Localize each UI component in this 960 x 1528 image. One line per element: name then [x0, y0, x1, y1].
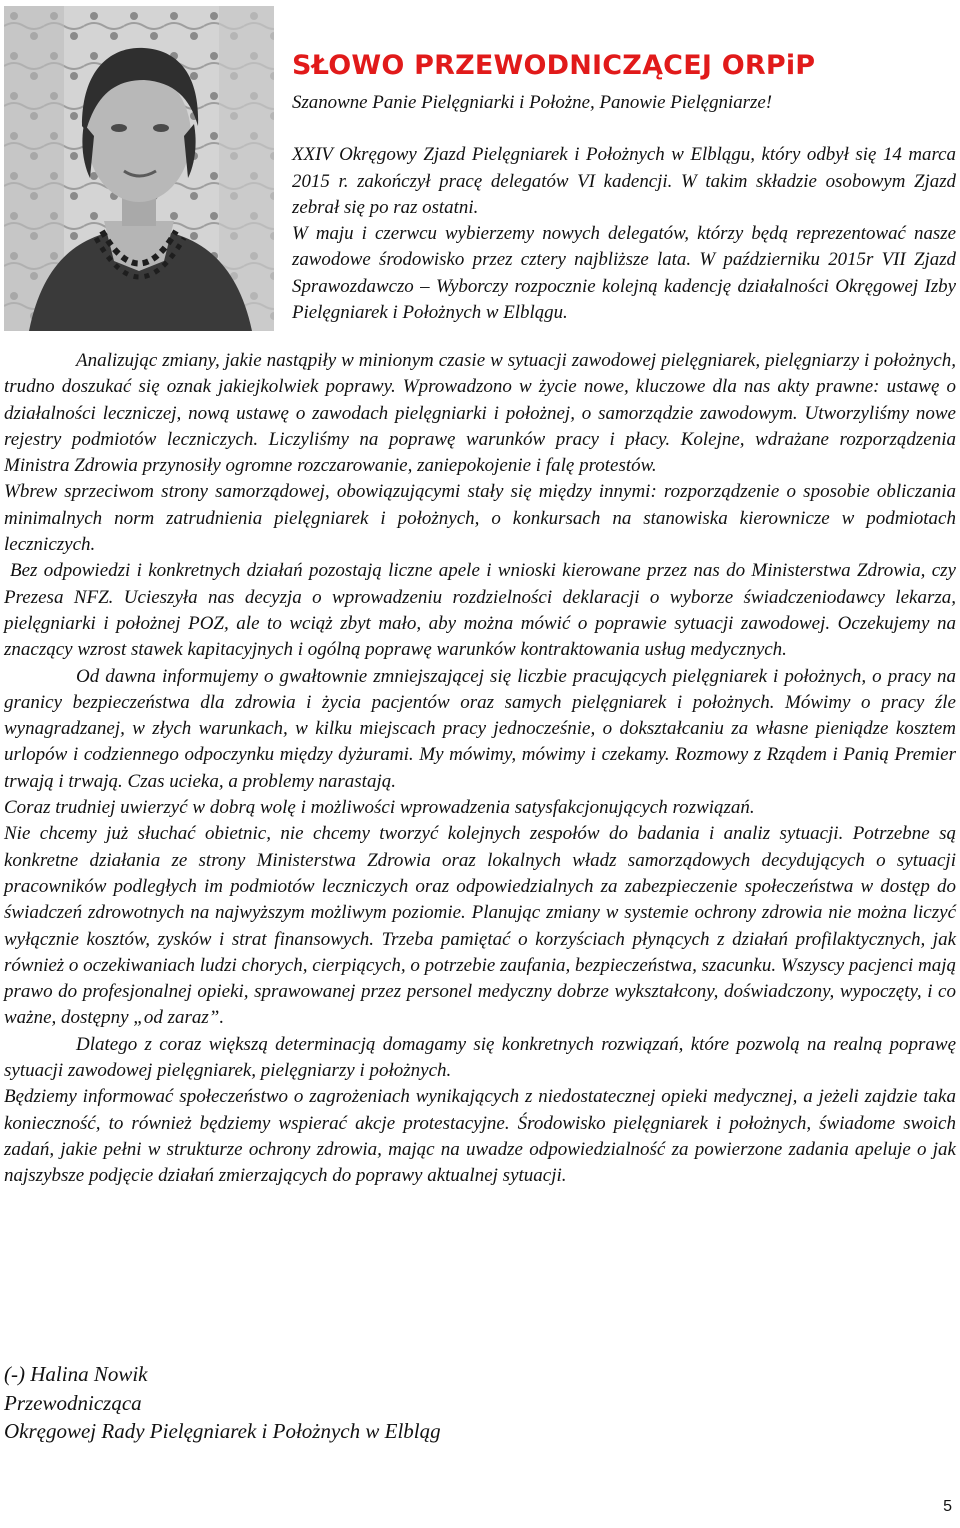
body-paragraph: Od dawna informujemy o gwałtownie zmniejszającej się liczbie pracujących pielęgniarek i położnych, o pracy na granicy bezpieczeństwa dla zdrowia i życia pacjentów oraz samych pielęgniarek i położnych. Mówimy o pracy źle wynagradzanej, w złych warunkach, w kilku miejscach pracy jednocześnie, o dokształcaniu za własne pieniądze kosztem urlopów i codziennego odpoczynku między dyżurami. My mówimy, mówimy i czekamy. Rozmowy z Rządem i Panią Premier trwają i trwają. Czas ucieka, a problemy narastają. [4, 665, 956, 792]
portrait-photo [4, 6, 274, 331]
page-number: 5 [943, 1498, 952, 1515]
signature-block [4, 1360, 441, 1446]
body-paragraph: Wbrew sprzeciwom strony samorządowej, obowiązującymi stały się między innymi: rozporządzenie o sposobie obliczania minimalnych norm zatrudnienia pielęgniarek i położnych, o konkursach na stanowiska kierownicze w podmiotach leczniczych. [4, 481, 956, 556]
letter-body [4, 348, 956, 1190]
portrait-image [4, 6, 274, 331]
salutation: Szanowne Panie Pielęgniarki i Położne, Panowie Pielęgniarze! [292, 92, 773, 113]
intro-column [292, 90, 956, 326]
signature-organization: Okręgowej Rady Pielęgniarek i Położnych w Elbląg [4, 1419, 441, 1443]
body-paragraph: Analizując zmiany, jakie nastąpiły w minionym czasie w sytuacji zawodowej pielęgniarek, pielęgniarzy i położnych, trudno doszukać się oznak jakiejkolwiek poprawy. Wprowadzono w życie nowe, kluczowe dla nas akty prawne: ustawę o działalności leczniczej, nową ustawę o zawodach pielęgniarki i położnej, o samorządzie zawodowym. Utworzyliśmy nowe rejestry podmiotów leczniczych. Liczyliśmy na poprawę warunków pracy i płacy. Kolejne, wdrażane rozporządzenia Ministra Zdrowia przynosiły ogromne rozczarowanie, zaniepokojenie i falę protestów. [4, 350, 956, 477]
intro-paragraph: W maju i czerwcu wybierzemy nowych delegatów, którzy będą reprezentować nasze zawodowe środowisko przez cztery najbliższe lata. W październiku 2015r VII Zjazd Sprawozdawczo – Wyborczy rozpocznie kolejną kadencję działalności Okręgowej Izby Pielęgniarek i Położnych w Elblągu. [292, 223, 956, 324]
intro-paragraph: XXIV Okręgowy Zjazd Pielęgniarek i Położnych w Elblągu, który odbył się 14 marca 2015 r. zakończył pracę delegatów VI kadencji. W takim składzie osobowym Zjazd zebrał się po raz ostatni. [292, 144, 956, 218]
body-paragraph: Dlatego z coraz większą determinacją domagamy się konkretnych rozwiązań, które pozwolą na realną poprawę sytuacji zawodowej pielęgniarek, pielęgniarzy i położnych. [4, 1033, 956, 1082]
spacer [292, 116, 956, 142]
body-paragraph: Bez odpowiedzi i konkretnych działań pozostają liczne apele i wnioski kierowane przez nas do Ministerstwa Zdrowia, czy Prezesa NFZ. Ucieszyła nas decyzja o wprowadzeniu rozdzielności deklaracji o wyborze świadczeniodawcy lekarza, pielęgniarki i położnej POZ, ale to wciąż zbyt mało, aby można mówić o poprawie sytuacji zawodowej. Oczekujemy na znaczący wzrost stawek kapitacyjnych i ogólną poprawę warunków kontraktowania usług medycznych. [4, 560, 956, 661]
signature-name: (-) Halina Nowik [4, 1362, 148, 1386]
body-paragraph: Nie chcemy już słuchać obietnic, nie chcemy tworzyć kolejnych zespołów do badania i analiz sytuacji. Potrzebne są konkretne działania ze strony Ministerstwa Zdrowia oraz lokalnych władz samorządowych decydujących o sytuacji pracowników podległych im podmiotów leczniczych oraz odpowiedzialnych za zabezpieczenie społeczeństwa w dostęp do świadczeń zdrowotnych na najwyższym możliwym poziomie. Planując zmiany w systemie ochrony zdrowia nie można liczyć wyłącznie kosztów, zysków i strat finansowych. Trzeba pamiętać o korzyściach płynących z działań profilaktycznych, jak również o oczekiwaniach ludzi chorych, cierpiących, o potrzebie zaufania, bezpieczeństwa, szacunku. Wszyscy pacjenci mają prawo do profesjonalnej opieki, sprawowanej przez personel medyczny dobrze wykształcony, doświadczony, wypoczęty, i co ważne, dostępny „od zaraz”. [4, 823, 956, 1029]
page-title: SŁOWO PRZEWODNICZĄCEJ ORPiP [292, 50, 816, 81]
body-paragraph: Coraz trudniej uwierzyć w dobrą wolę i możliwości wprowadzenia satysfakcjonujących rozwiązań. [4, 797, 755, 819]
body-paragraph: Będziemy informować społeczeństwo o zagrożeniach wynikających z niedostatecznej opieki medycznej, a jeżeli zajdzie taka konieczność, to również będziemy wspierać akcje protestacyjne. Środowisko pielęgniarek i położnych, świadome swoich zadań, jakie pełni w strukturze ochrony zdrowia, mając na uwadze odpowiedzialność za powierzone zadania apeluje o jak najszybsze podjęcie działań zmierzających do poprawy aktualnej sytuacji. [4, 1086, 956, 1187]
signature-role: Przewodnicząca [4, 1390, 142, 1415]
